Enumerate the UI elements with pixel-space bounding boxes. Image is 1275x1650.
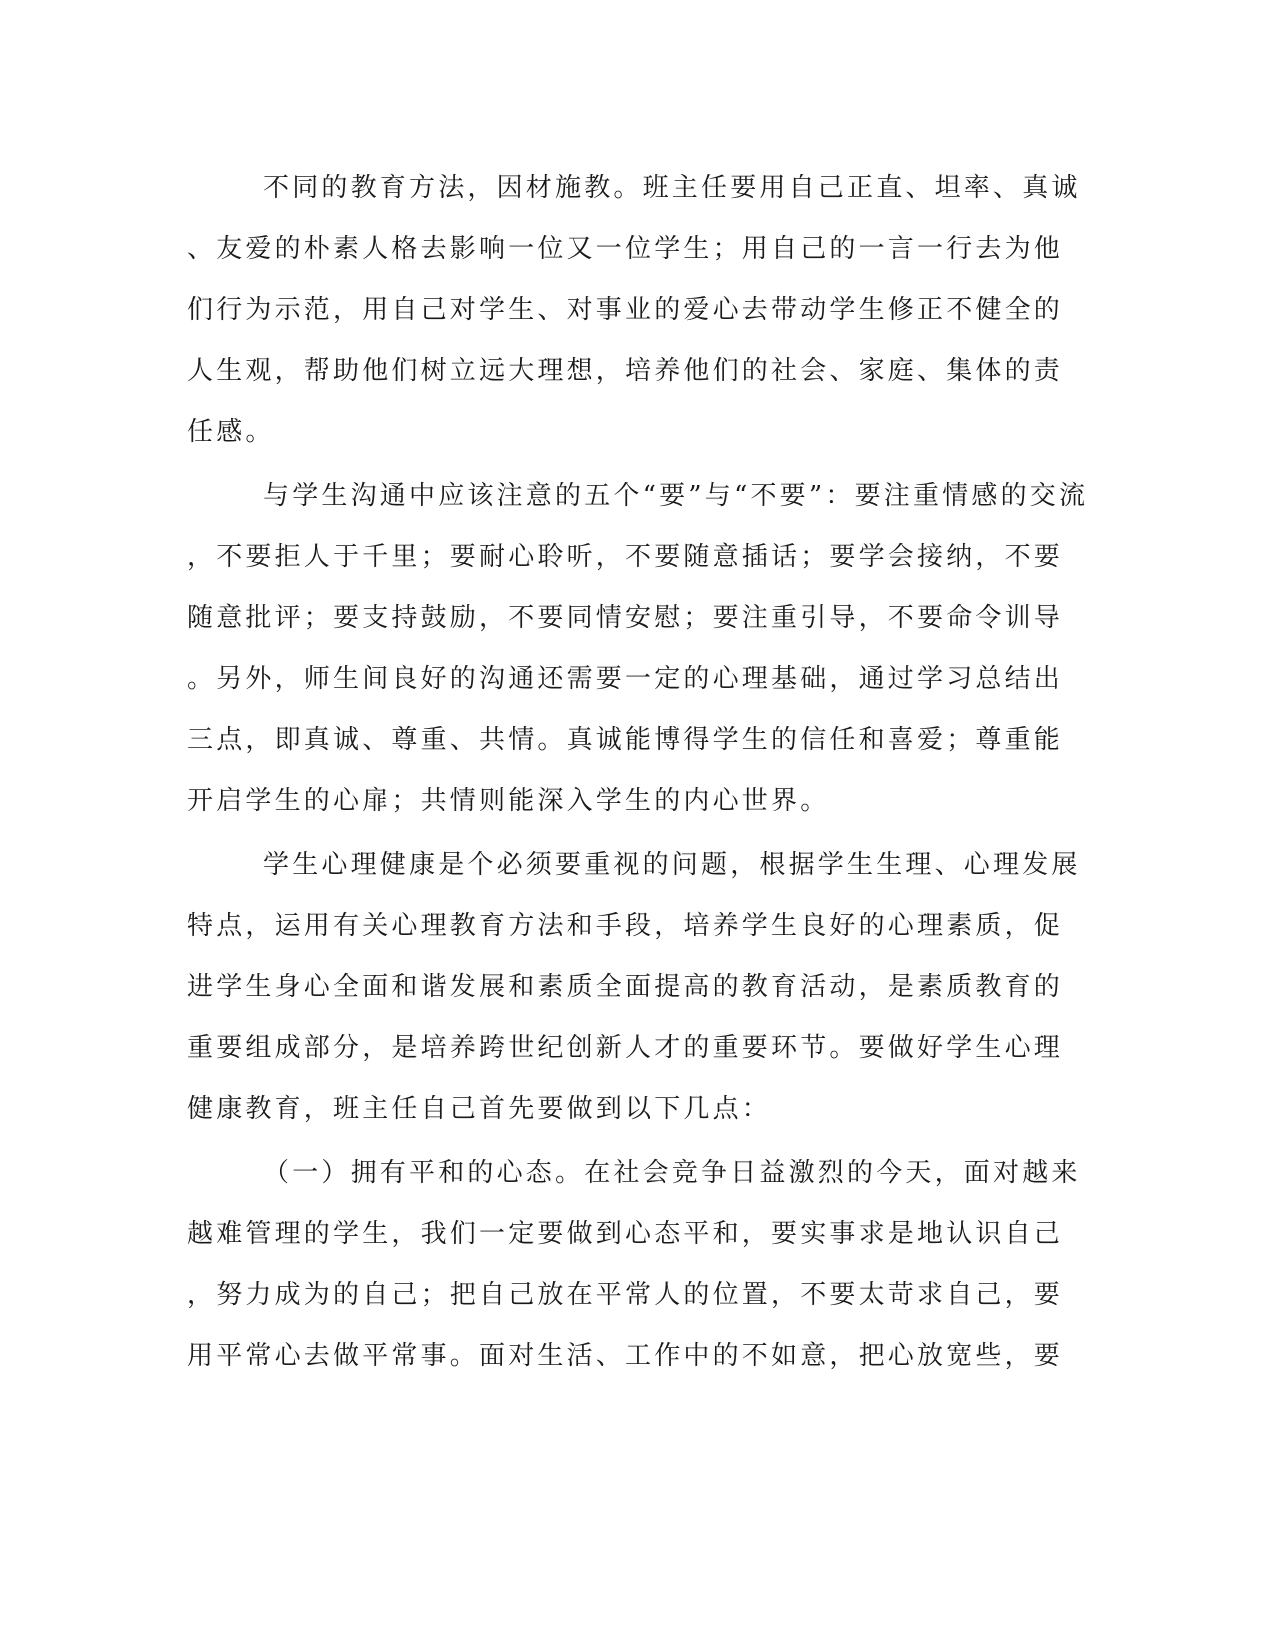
text-line: 重要组成部分，是培养跨世纪创新人才的重要环节。要做好学生心理	[187, 1033, 1064, 1063]
text-line: ，努力成为的自己；把自己放在平常人的位置，不要太苛求自己，要	[187, 1280, 1064, 1310]
text-line: 进学生身心全面和谐发展和素质全面提高的教育活动，是素质教育的	[187, 972, 1064, 1002]
text-line: 三点，即真诚、尊重、共情。真诚能博得学生的信任和喜爱；尊重能	[187, 725, 1064, 755]
text-line: 特点，运用有关心理教育方法和手段，培养学生良好的心理素质，促	[187, 911, 1064, 941]
text-line: 越难管理的学生，我们一定要做到心态平和，要实事求是地认识自己	[187, 1219, 1064, 1249]
text-line: 健康教育，班主任自己首先要做到以下几点：	[187, 1094, 772, 1124]
text-line: 们行为示范，用自己对学生、对事业的爱心去带动学生修正不健全的	[187, 295, 1064, 325]
text-line: 任感。	[187, 417, 275, 447]
text-line: 不同的教育方法，因材施教。班主任要用自己正直、坦率、真诚	[263, 173, 1081, 203]
text-line: 与学生沟通中应该注意的五个“要”与“不要”：要注重情感的交流	[263, 481, 1089, 511]
text-line: 人生观，帮助他们树立远大理想，培养他们的社会、家庭、集体的责	[187, 356, 1064, 386]
text-line: 、友爱的朴素人格去影响一位又一位学生；用自己的一言一行去为他	[187, 234, 1064, 264]
text-line: 随意批评；要支持鼓励，不要同情安慰；要注重引导，不要命令训导	[187, 603, 1064, 633]
text-line: ，不要拒人于千里；要耐心聆听，不要随意插话；要学会接纳，不要	[187, 542, 1064, 572]
text-line: 。另外，师生间良好的沟通还需要一定的心理基础，通过学习总结出	[187, 664, 1064, 694]
text-line: 用平常心去做平常事。面对生活、工作中的不如意，把心放宽些，要	[187, 1341, 1064, 1371]
text-line: （一）拥有平和的心态。在社会竞争日益激烈的今天，面对越来	[263, 1158, 1081, 1188]
text-line: 开启学生的心扉；共情则能深入学生的内心世界。	[187, 786, 830, 816]
text-line: 学生心理健康是个必须要重视的问题，根据学生生理、心理发展	[263, 850, 1081, 880]
